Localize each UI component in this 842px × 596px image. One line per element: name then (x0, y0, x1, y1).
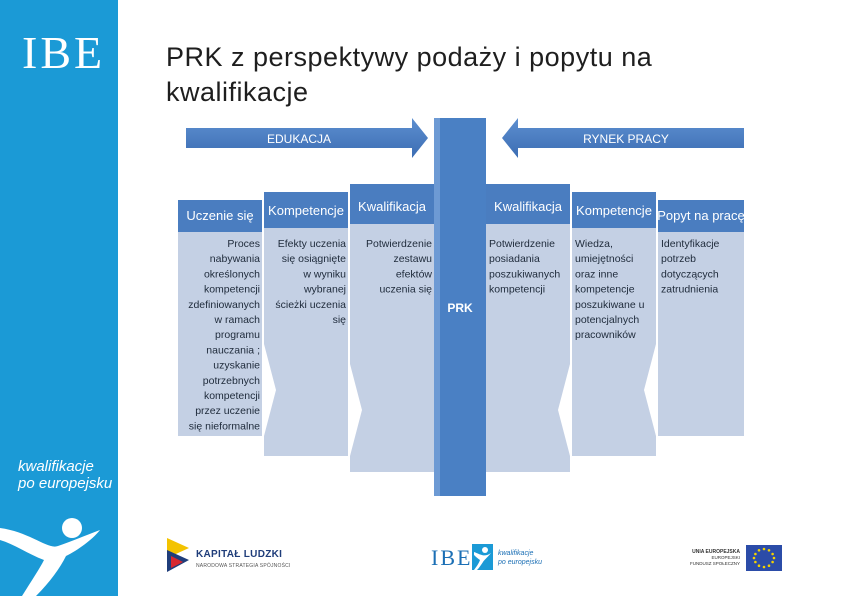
kapital-ludzki-name: KAPITAŁ LUDZKI (196, 549, 283, 560)
column-text-line: zestawu (393, 253, 432, 266)
column-text-line: w wyniku (303, 268, 346, 281)
tagline-line-2: po europejsku (18, 475, 113, 492)
ibe-logo: IBE (22, 27, 106, 78)
column-text-line: się (332, 314, 346, 326)
column-text-line: poszukiwane u (575, 298, 645, 311)
column-text-line: kompetencji (489, 283, 546, 296)
prk-bar-highlight (434, 118, 440, 496)
footer-ibe-logo: IBE (431, 545, 473, 570)
eu-text (690, 549, 740, 567)
column-text-line: nabywania (209, 253, 260, 266)
footer-tag-line-1: kwalifikacje (498, 550, 534, 557)
column-text-line: dotyczących (661, 268, 719, 281)
column-text-line: umiejętności (575, 253, 634, 266)
column-text-line: kompetencji (203, 283, 260, 296)
column-text-line: Potwierdzenie (366, 238, 432, 250)
column-text-line: nauczania ; (206, 344, 260, 357)
column-text-line: kompetencje (575, 283, 635, 296)
column-text-line: uczenia się (379, 283, 432, 296)
footer-tag-line-2: po europejsku (498, 559, 542, 566)
column-text-line: oraz inne (575, 268, 619, 281)
column-text-line: Potwierdzenie (489, 238, 555, 250)
column-text-line: się osiągnięte (281, 253, 346, 266)
column-header-popyt: Popyt na pracę (657, 208, 745, 223)
column-text-line: przez uczenie (195, 405, 260, 418)
column-text-line: programu (215, 329, 260, 342)
column-text-line: potrzeb (661, 253, 697, 266)
column-text-line: się nieformalne (188, 420, 260, 433)
tagline-line-1: kwalifikacje (18, 458, 94, 475)
column-text-line: uzyskanie (213, 359, 260, 372)
column-text-line: Proces (227, 238, 260, 250)
kapital-ludzki-subtitle: NARODOWA STRATEGIA SPÓJNOŚCI (196, 563, 291, 569)
column-text-line: zdefiniowanych (188, 298, 260, 311)
column-text-line: potencjalnych (575, 314, 640, 326)
column-header-uczenie: Uczenie się (186, 208, 254, 223)
column-text-line: Identyfikacje (661, 238, 720, 250)
column-header-kompetencje-left: Kompetencje (268, 203, 344, 218)
footer-ibe-figure-icon (472, 544, 493, 570)
column-text-line: efektów (395, 268, 432, 281)
column-text-line: potrzebnych (202, 374, 260, 387)
eu-line-3: FUNDUSZ SPOŁECZNY (690, 561, 741, 566)
column-text-line: kompetencji (203, 390, 260, 402)
column-header-kompetencje-right: Kompetencje (576, 203, 652, 218)
column-text-line: zatrudnienia (661, 283, 719, 296)
eu-line-1: UNIA EUROPEJSKA (692, 549, 740, 555)
column-text-line: wybranej (303, 283, 346, 296)
footer-ibe-tagline (498, 549, 558, 567)
edukacja-label: EDUKACJA (266, 132, 332, 146)
column-text-line: określonych (203, 268, 260, 281)
column-text-line: Wiedza, (575, 238, 613, 250)
eu-line-2: EUROPEJSKI (711, 555, 740, 560)
column-text-line: ścieżki uczenia (275, 298, 346, 311)
column-text-line: pracowników (575, 329, 636, 342)
prk-label: PRK (447, 301, 473, 315)
column-text-line: w ramach (214, 314, 260, 326)
column-header-kwalifikacja-left: Kwalifikacja (358, 199, 426, 214)
eu-flag-icon (746, 545, 782, 571)
column-header-kwalifikacja-right: Kwalifikacja (494, 199, 562, 214)
title-line-2: kwalifikacje (166, 77, 309, 107)
kapital-ludzki-logo-icon (165, 538, 191, 576)
column-text-line: posiadania (489, 253, 540, 266)
column-text-line: poszukiwanych (489, 268, 561, 281)
rynek-pracy-label: RYNEK PRACY (583, 132, 669, 146)
title-line-1: PRK z perspektywy podaży i popytu na (166, 42, 653, 72)
column-text-line: Efekty uczenia (277, 238, 346, 250)
